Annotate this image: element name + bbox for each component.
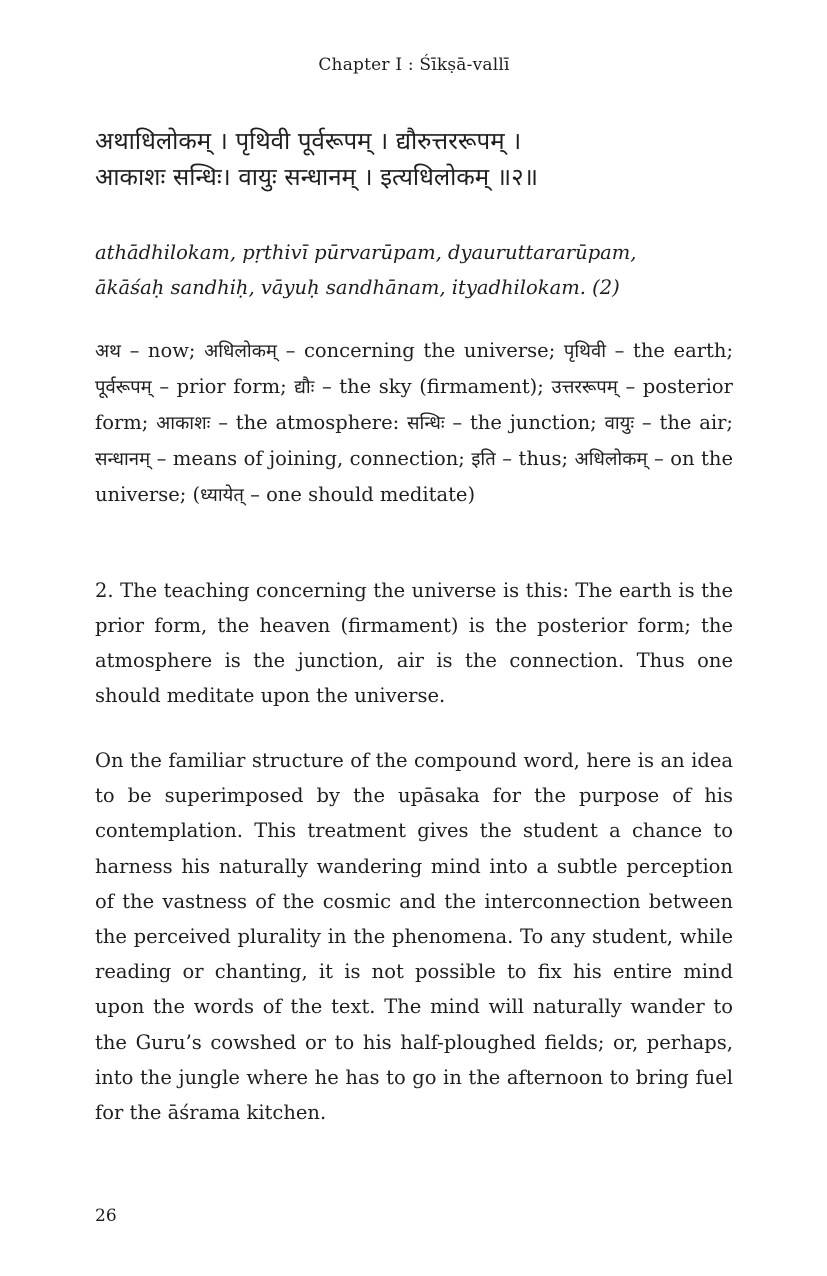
gloss-meaning: – on the universe; ( (95, 447, 733, 506)
gloss-word: द्यौः (294, 377, 315, 398)
gloss-meaning: – prior form; (151, 375, 295, 398)
gloss-meaning: – thus; (495, 447, 575, 470)
gloss-meaning: – one should meditate) (243, 483, 476, 506)
gloss-word: आकाशः (156, 413, 211, 434)
gloss-meaning: – posterior form; (95, 375, 733, 434)
gloss-word: अधिलोकम् (204, 341, 277, 362)
transliteration-line: athādhilokam, pṛthivī pūrvarūpam, dyauruttararūpam, (95, 241, 637, 264)
verse-translation: 2. The teaching concerning the universe is this: The earth is the prior form, the heaven (firmament) is the posterior form; the atmosphere is the junction, air is the connection. Thus one should meditate upon the universe. (95, 579, 733, 707)
transliteration-line: ākāśaḥ sandhiḥ, vāyuḥ sandhānam, ityadhilokam. (2) (95, 276, 620, 299)
running-head: Chapter I : Śīkṣā-vallī (318, 55, 510, 75)
gloss-word: ध्यायेत् (200, 485, 244, 506)
gloss-meaning: – the earth; (606, 339, 734, 362)
gloss-meaning: – concerning the universe; (277, 339, 564, 362)
gloss-meaning: – the atmosphere: (210, 411, 408, 434)
sanskrit-verse (95, 123, 733, 195)
page-number: 26 (95, 1206, 117, 1226)
verse-line: अथाधिलोकम् । पृथिवी पूर्वरूपम् । द्यौरुत्तररूपम् । (95, 127, 522, 155)
gloss-word: इति (471, 449, 496, 470)
gloss-word: अथ (95, 341, 121, 362)
gloss-meaning: – now; (120, 339, 205, 362)
gloss-word: पूर्वरूपम् (95, 377, 152, 398)
gloss-word: अधिलोकम् (574, 449, 648, 470)
gloss-meaning: – the air; (634, 411, 733, 434)
gloss-meaning: – the junction; (444, 411, 605, 434)
book-page (95, 0, 733, 1276)
gloss-word: उत्तररूपम् (551, 377, 618, 398)
word-gloss (95, 333, 733, 513)
gloss-word: पृथिवी (563, 341, 607, 362)
transliteration (95, 235, 733, 305)
gloss-word: सन्धिः (407, 413, 445, 434)
gloss-word: वायुः (604, 413, 635, 434)
verse-line: आकाशः सन्धिः। वायुः सन्धानम् । इत्यधिलोकम् ॥२॥ (95, 163, 538, 191)
gloss-meaning: – the sky (firmament); (314, 375, 552, 398)
gloss-meaning: – means of joining, connection; (150, 447, 472, 470)
gloss-word: सन्धानम् (95, 449, 151, 470)
commentary-paragraph: On the familiar structure of the compound word, here is an idea to be superimposed by the upāsaka for the purpose of his contemplation. This treatment gives the student a chance to harness his naturally wandering mind into a subtle perception of the vastness of the cosmic and the interconnection between the perceived plurality in the phenomena. To any student, while reading or chanting, it is not possible to fix his entire mind upon the words of the text. The mind will naturally wander to the Guru’s cowshed or to his half-ploughed fields; or, perhaps, into the jungle where he has to go in the afternoon to bring fuel for the āśrama kitchen. (95, 749, 733, 1125)
